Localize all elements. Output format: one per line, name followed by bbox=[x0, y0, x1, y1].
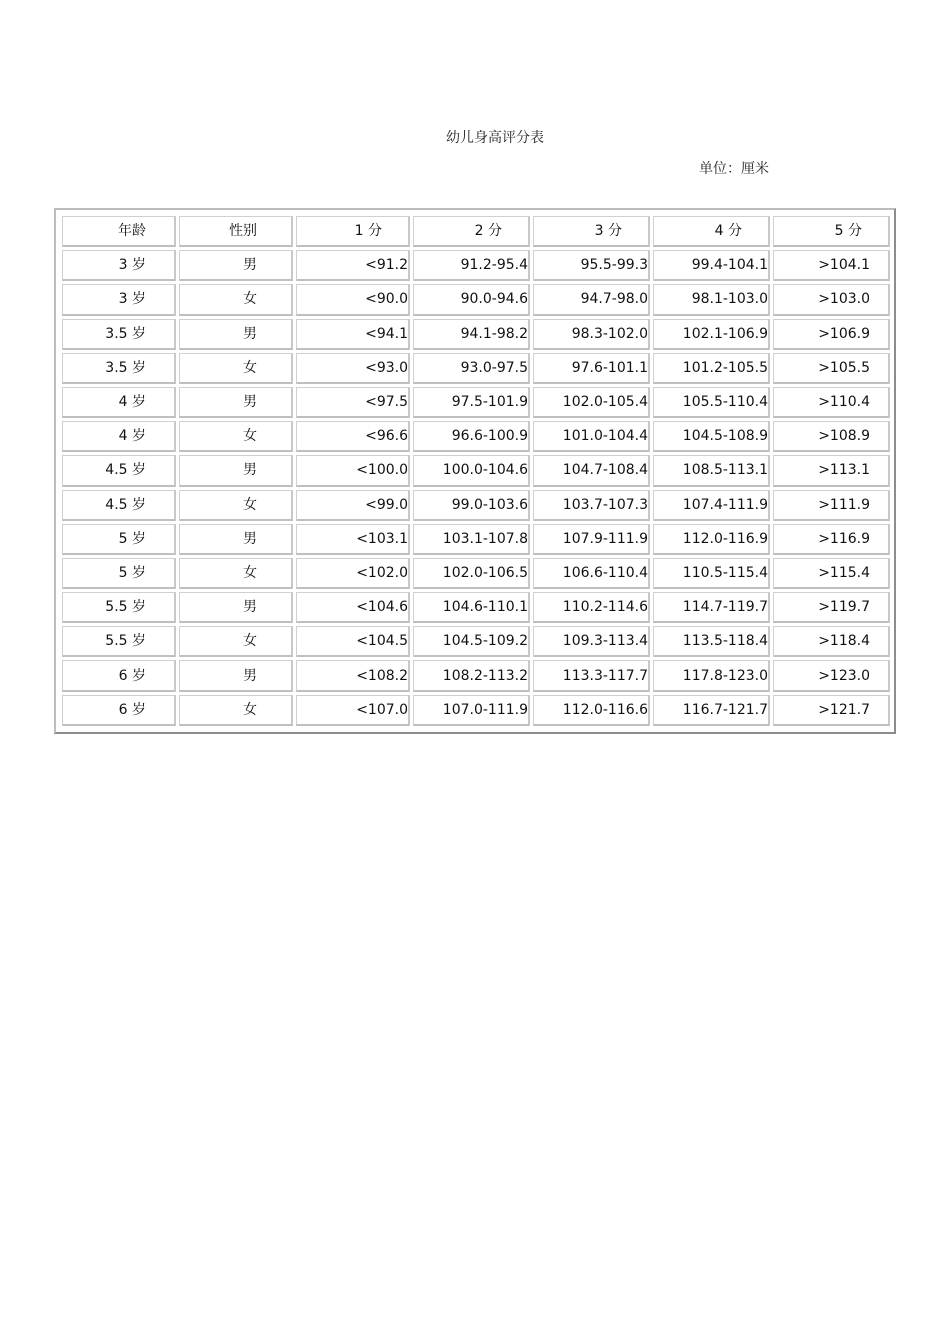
cell-score-1: <96.6 bbox=[296, 421, 410, 452]
header-score-2: 2 分 bbox=[413, 216, 530, 247]
cell-score-3: 112.0-116.6 bbox=[533, 695, 650, 726]
cell-score-3: 98.3-102.0 bbox=[533, 319, 650, 350]
cell-sex: 男 bbox=[179, 455, 293, 486]
cell-sex: 男 bbox=[179, 660, 293, 691]
cell-age: 5 岁 bbox=[62, 558, 176, 589]
cell-sex: 女 bbox=[179, 284, 293, 315]
table-row bbox=[62, 421, 890, 452]
cell-score-1: <100.0 bbox=[296, 455, 410, 486]
cell-score-5: >106.9 bbox=[773, 319, 890, 350]
cell-score-4: 114.7-119.7 bbox=[653, 592, 770, 623]
header-score-3: 3 分 bbox=[533, 216, 650, 247]
cell-score-2: 93.0-97.5 bbox=[413, 353, 530, 384]
cell-score-3: 97.6-101.1 bbox=[533, 353, 650, 384]
cell-score-1: <99.0 bbox=[296, 490, 410, 521]
page-title: 幼儿身高评分表 bbox=[446, 130, 544, 146]
header-score-4: 4 分 bbox=[653, 216, 770, 247]
cell-score-5: >104.1 bbox=[773, 250, 890, 281]
header-score-1: 1 分 bbox=[296, 216, 410, 247]
table-row bbox=[62, 695, 890, 726]
score-table bbox=[59, 213, 893, 729]
cell-score-2: 90.0-94.6 bbox=[413, 284, 530, 315]
table-row bbox=[62, 558, 890, 589]
table-row bbox=[62, 592, 890, 623]
cell-score-4: 101.2-105.5 bbox=[653, 353, 770, 384]
cell-score-5: >105.5 bbox=[773, 353, 890, 384]
cell-score-2: 107.0-111.9 bbox=[413, 695, 530, 726]
cell-age: 5.5 岁 bbox=[62, 592, 176, 623]
cell-score-4: 98.1-103.0 bbox=[653, 284, 770, 315]
cell-score-3: 109.3-113.4 bbox=[533, 626, 650, 657]
cell-age: 4 岁 bbox=[62, 387, 176, 418]
cell-age: 4.5 岁 bbox=[62, 455, 176, 486]
cell-age: 6 岁 bbox=[62, 695, 176, 726]
table-row bbox=[62, 660, 890, 691]
cell-score-2: 104.6-110.1 bbox=[413, 592, 530, 623]
cell-score-2: 103.1-107.8 bbox=[413, 524, 530, 555]
cell-score-3: 107.9-111.9 bbox=[533, 524, 650, 555]
cell-score-1: <93.0 bbox=[296, 353, 410, 384]
cell-score-5: >123.0 bbox=[773, 660, 890, 691]
cell-score-1: <107.0 bbox=[296, 695, 410, 726]
header-sex: 性别 bbox=[179, 216, 293, 247]
table-row bbox=[62, 626, 890, 657]
table-row bbox=[62, 490, 890, 521]
cell-score-3: 104.7-108.4 bbox=[533, 455, 650, 486]
cell-score-5: >119.7 bbox=[773, 592, 890, 623]
cell-score-5: >103.0 bbox=[773, 284, 890, 315]
cell-score-1: <104.5 bbox=[296, 626, 410, 657]
header-score-5: 5 分 bbox=[773, 216, 890, 247]
cell-score-2: 97.5-101.9 bbox=[413, 387, 530, 418]
cell-score-2: 102.0-106.5 bbox=[413, 558, 530, 589]
cell-score-2: 104.5-109.2 bbox=[413, 626, 530, 657]
cell-sex: 女 bbox=[179, 626, 293, 657]
cell-score-4: 112.0-116.9 bbox=[653, 524, 770, 555]
cell-score-5: >115.4 bbox=[773, 558, 890, 589]
cell-sex: 女 bbox=[179, 558, 293, 589]
table-header-row bbox=[62, 216, 890, 247]
cell-score-1: <94.1 bbox=[296, 319, 410, 350]
cell-score-1: <108.2 bbox=[296, 660, 410, 691]
table-row bbox=[62, 524, 890, 555]
table-row bbox=[62, 455, 890, 486]
cell-score-5: >113.1 bbox=[773, 455, 890, 486]
cell-score-2: 99.0-103.6 bbox=[413, 490, 530, 521]
cell-sex: 男 bbox=[179, 250, 293, 281]
cell-sex: 男 bbox=[179, 387, 293, 418]
cell-sex: 男 bbox=[179, 319, 293, 350]
table-row bbox=[62, 387, 890, 418]
cell-age: 3 岁 bbox=[62, 284, 176, 315]
cell-sex: 男 bbox=[179, 524, 293, 555]
cell-score-1: <90.0 bbox=[296, 284, 410, 315]
header-age: 年龄 bbox=[62, 216, 176, 247]
cell-score-5: >110.4 bbox=[773, 387, 890, 418]
cell-score-3: 94.7-98.0 bbox=[533, 284, 650, 315]
table-row bbox=[62, 284, 890, 315]
cell-sex: 男 bbox=[179, 592, 293, 623]
cell-score-3: 110.2-114.6 bbox=[533, 592, 650, 623]
cell-age: 3.5 岁 bbox=[62, 353, 176, 384]
table-row bbox=[62, 250, 890, 281]
table-body bbox=[62, 216, 890, 726]
cell-score-4: 99.4-104.1 bbox=[653, 250, 770, 281]
cell-score-2: 100.0-104.6 bbox=[413, 455, 530, 486]
cell-sex: 女 bbox=[179, 353, 293, 384]
cell-score-5: >121.7 bbox=[773, 695, 890, 726]
table-row bbox=[62, 353, 890, 384]
cell-score-5: >116.9 bbox=[773, 524, 890, 555]
cell-score-1: <97.5 bbox=[296, 387, 410, 418]
cell-age: 4 岁 bbox=[62, 421, 176, 452]
cell-age: 4.5 岁 bbox=[62, 490, 176, 521]
cell-sex: 女 bbox=[179, 421, 293, 452]
cell-score-2: 108.2-113.2 bbox=[413, 660, 530, 691]
unit-label: 单位：厘米 bbox=[699, 161, 769, 177]
cell-sex: 女 bbox=[179, 695, 293, 726]
cell-score-3: 102.0-105.4 bbox=[533, 387, 650, 418]
cell-score-2: 94.1-98.2 bbox=[413, 319, 530, 350]
cell-score-2: 91.2-95.4 bbox=[413, 250, 530, 281]
cell-age: 3.5 岁 bbox=[62, 319, 176, 350]
cell-score-5: >108.9 bbox=[773, 421, 890, 452]
height-score-table bbox=[54, 208, 896, 734]
cell-score-4: 110.5-115.4 bbox=[653, 558, 770, 589]
table-row bbox=[62, 319, 890, 350]
cell-score-1: <102.0 bbox=[296, 558, 410, 589]
cell-score-4: 102.1-106.9 bbox=[653, 319, 770, 350]
cell-age: 3 岁 bbox=[62, 250, 176, 281]
cell-score-4: 105.5-110.4 bbox=[653, 387, 770, 418]
cell-score-2: 96.6-100.9 bbox=[413, 421, 530, 452]
cell-score-5: >111.9 bbox=[773, 490, 890, 521]
cell-age: 6 岁 bbox=[62, 660, 176, 691]
cell-score-3: 95.5-99.3 bbox=[533, 250, 650, 281]
cell-score-3: 106.6-110.4 bbox=[533, 558, 650, 589]
cell-score-5: >118.4 bbox=[773, 626, 890, 657]
cell-score-4: 113.5-118.4 bbox=[653, 626, 770, 657]
cell-score-4: 116.7-121.7 bbox=[653, 695, 770, 726]
cell-sex: 女 bbox=[179, 490, 293, 521]
cell-age: 5.5 岁 bbox=[62, 626, 176, 657]
cell-score-4: 104.5-108.9 bbox=[653, 421, 770, 452]
cell-score-3: 103.7-107.3 bbox=[533, 490, 650, 521]
cell-score-3: 113.3-117.7 bbox=[533, 660, 650, 691]
cell-score-4: 107.4-111.9 bbox=[653, 490, 770, 521]
cell-score-3: 101.0-104.4 bbox=[533, 421, 650, 452]
cell-age: 5 岁 bbox=[62, 524, 176, 555]
cell-score-1: <103.1 bbox=[296, 524, 410, 555]
cell-score-1: <91.2 bbox=[296, 250, 410, 281]
cell-score-4: 108.5-113.1 bbox=[653, 455, 770, 486]
cell-score-1: <104.6 bbox=[296, 592, 410, 623]
cell-score-4: 117.8-123.0 bbox=[653, 660, 770, 691]
